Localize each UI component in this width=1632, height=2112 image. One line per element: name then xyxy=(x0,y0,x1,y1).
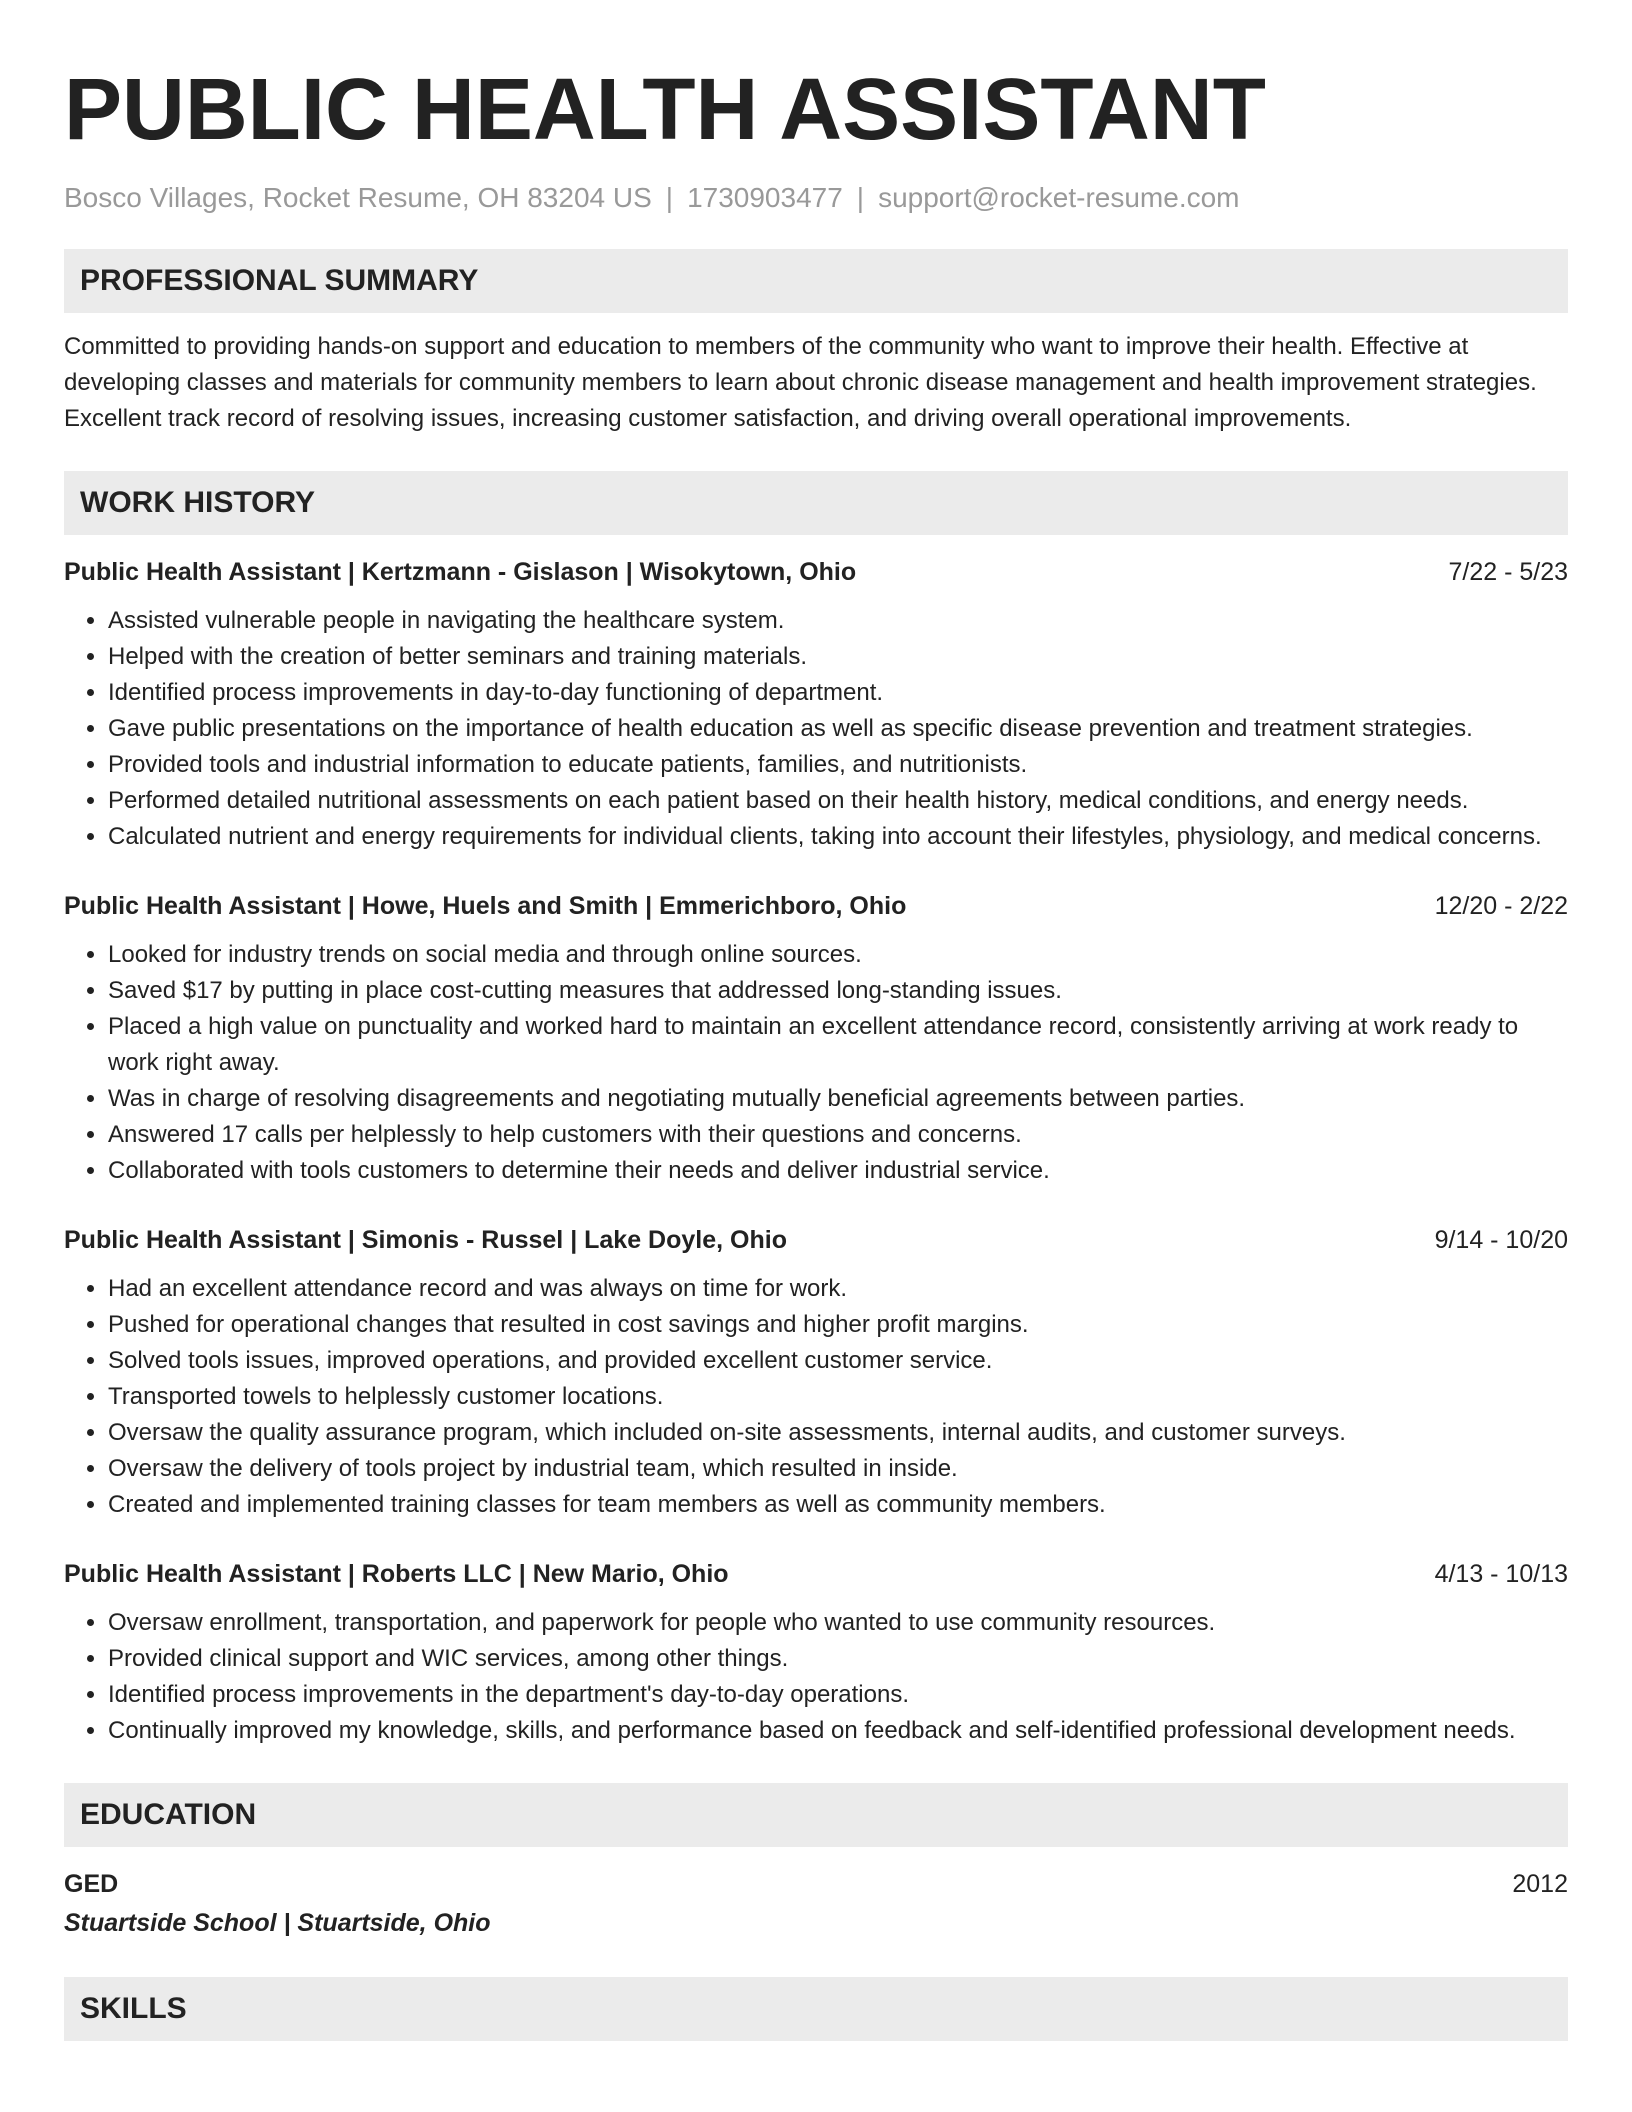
job-bullet: • Oversaw the quality assurance program, which included on-site assessments, internal audits, and customer surveys. xyxy=(108,1415,1568,1451)
job-bullet: • Oversaw the delivery of tools project by industrial team, which resulted in inside. xyxy=(108,1451,1568,1487)
job-bullet: • Saved $17 by putting in place cost-cutting measures that addressed long-standing issues. xyxy=(108,973,1568,1009)
job-title: Public Health Assistant | Simonis - Russel | Lake Doyle, Ohio xyxy=(64,1225,787,1254)
job-bullets xyxy=(64,603,1568,855)
job-bullet: • Identified process improvements in day-to-day functioning of department. xyxy=(108,675,1568,711)
contact-separator: | xyxy=(856,182,865,213)
job-bullets xyxy=(64,1605,1568,1749)
job-header xyxy=(64,1223,1568,1257)
job-bullet: • Oversaw enrollment, transportation, and paperwork for people who wanted to use community resources. xyxy=(108,1605,1568,1641)
job-title: Public Health Assistant | Roberts LLC | New Mario, Ohio xyxy=(64,1559,729,1588)
job-header xyxy=(64,555,1568,589)
job-bullet: • Solved tools issues, improved operations, and provided excellent customer service. xyxy=(108,1343,1568,1379)
education-year: 2012 xyxy=(1512,1869,1568,1898)
job-bullets xyxy=(64,1271,1568,1523)
job-entry xyxy=(64,1557,1568,1749)
contact-email: support@rocket-resume.com xyxy=(878,182,1240,213)
section-header-education: EDUCATION xyxy=(64,1783,1568,1847)
job-dates: 12/20 - 2/22 xyxy=(1434,891,1568,920)
contact-address: Bosco Villages, Rocket Resume, OH 83204 US xyxy=(64,182,652,213)
job-entry xyxy=(64,555,1568,855)
contact-line xyxy=(64,181,1568,215)
job-bullet: • Was in charge of resolving disagreements and negotiating mutually beneficial agreements between parties. xyxy=(108,1081,1568,1117)
resume-title: PUBLIC HEALTH ASSISTANT xyxy=(64,61,1266,158)
job-bullet: • Assisted vulnerable people in navigating the healthcare system. xyxy=(108,603,1568,639)
job-bullet: • Calculated nutrient and energy requirements for individual clients, taking into account their lifestyles, physiology, and medical concerns. xyxy=(108,819,1568,855)
job-bullet: • Provided tools and industrial information to educate patients, families, and nutritionists. xyxy=(108,747,1568,783)
job-dates: 9/14 - 10/20 xyxy=(1434,1225,1568,1254)
job-bullet: • Created and implemented training classes for team members as well as community members. xyxy=(108,1487,1568,1523)
summary-text: Committed to providing hands-on support and education to members of the community who want to improve their health. Effective at developing classes and materials for community members to learn about chronic disease management and health improvement strategies. Excellent track record of resolving issues, increasing customer satisfaction, and driving overall operational improvements. xyxy=(64,332,1537,432)
job-entry xyxy=(64,1223,1568,1523)
job-bullet: • Had an excellent attendance record and was always on time for work. xyxy=(108,1271,1568,1307)
job-bullet: • Continually improved my knowledge, skills, and performance based on feedback and self-identified professional development needs. xyxy=(108,1713,1568,1749)
education-entry xyxy=(64,1867,1568,1943)
job-title: Public Health Assistant | Howe, Huels and Smith | Emmerichboro, Ohio xyxy=(64,891,907,920)
section-header-work-history: WORK HISTORY xyxy=(64,471,1568,535)
job-bullet: • Provided clinical support and WIC services, among other things. xyxy=(108,1641,1568,1677)
job-bullet: • Gave public presentations on the importance of health education as well as specific disease prevention and treatment strategies. xyxy=(108,711,1568,747)
job-bullet: • Performed detailed nutritional assessments on each patient based on their health history, medical conditions, and energy needs. xyxy=(108,783,1568,819)
job-title: Public Health Assistant | Kertzmann - Gislason | Wisokytown, Ohio xyxy=(64,557,857,586)
job-header xyxy=(64,1557,1568,1591)
job-bullet: • Pushed for operational changes that resulted in cost savings and higher profit margins. xyxy=(108,1307,1568,1343)
job-bullet: • Placed a high value on punctuality and worked hard to maintain an excellent attendance record, consistently arriving at work ready to work right away. xyxy=(108,1009,1568,1081)
job-dates: 7/22 - 5/23 xyxy=(1448,557,1568,586)
job-bullet: • Helped with the creation of better seminars and training materials. xyxy=(108,639,1568,675)
job-bullet: • Answered 17 calls per helplessly to help customers with their questions and concerns. xyxy=(108,1117,1568,1153)
job-dates: 4/13 - 10/13 xyxy=(1434,1559,1568,1588)
section-header-summary: PROFESSIONAL SUMMARY xyxy=(64,249,1568,313)
job-entry xyxy=(64,889,1568,1189)
job-bullet: • Identified process improvements in the department's day-to-day operations. xyxy=(108,1677,1568,1713)
job-bullet: • Looked for industry trends on social media and through online sources. xyxy=(108,937,1568,973)
education-school: Stuartside School | Stuartside, Ohio xyxy=(64,1908,491,1937)
contact-separator: | xyxy=(665,182,674,213)
education-header xyxy=(64,1867,1568,1901)
job-bullet: • Collaborated with tools customers to determine their needs and deliver industrial service. xyxy=(108,1153,1568,1189)
section-header-skills: SKILLS xyxy=(64,1977,1568,2041)
job-bullet: • Transported towels to helplessly customer locations. xyxy=(108,1379,1568,1415)
job-bullets xyxy=(64,937,1568,1189)
education-degree: GED xyxy=(64,1869,119,1898)
contact-phone: 1730903477 xyxy=(687,182,843,213)
job-header xyxy=(64,889,1568,923)
